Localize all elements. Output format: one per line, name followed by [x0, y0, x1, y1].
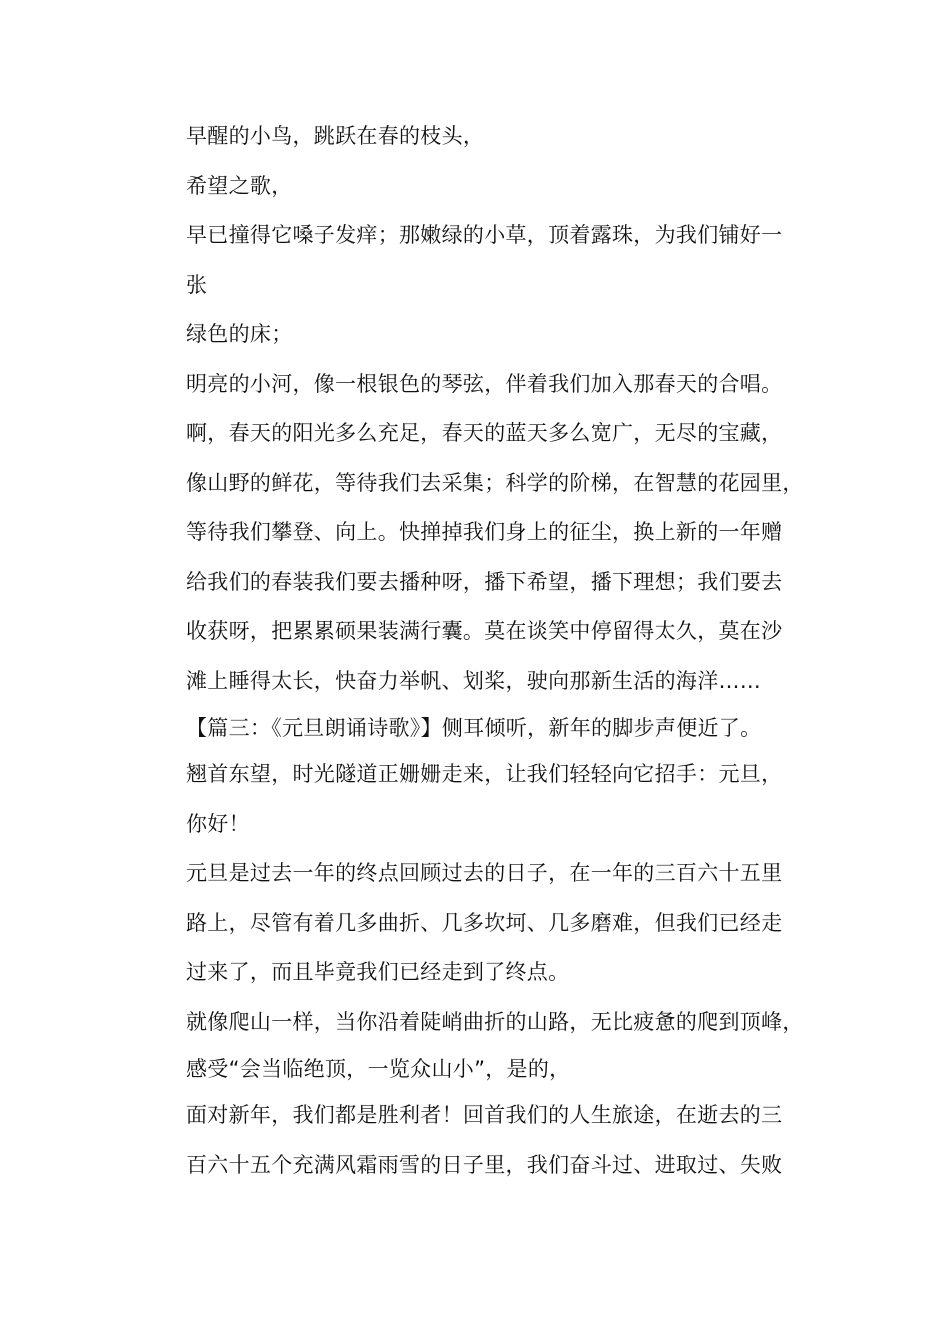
- text-line: 绿色的床；: [186, 322, 293, 346]
- text-line: 张: [186, 272, 208, 297]
- text-line: 就像爬山一样，当你沿着陡峭曲折的山路，无比疲惫的爬到顶峰，: [186, 1009, 804, 1034]
- text-line: 明亮的小河，像一根银色的琴弦，伴着我们加入那春天的合唱。: [186, 371, 783, 396]
- text-line: 给我们的春装我们要去播种呀，播下希望，播下理想；我们要去: [186, 569, 783, 594]
- text-line: 收获呀，把累累硕果装满行囊。莫在谈笑中停留得太久，莫在沙: [186, 619, 783, 643]
- text-line: 元旦是过去一年的终点回顾过去的日子，在一年的三百六十五里: [186, 861, 783, 885]
- text-line: 你好！: [186, 811, 250, 836]
- text-line: 希望之歌，: [186, 173, 293, 198]
- text-line: 翘首东望，时光隧道正姗姗走来，让我们轻轻向它招手：元旦，: [186, 762, 783, 786]
- text-line: 早已撞得它嗓子发痒；那嫩绿的小草，顶着露珠，为我们铺好一: [186, 223, 783, 247]
- text-line: 过来了，而且毕竟我们已经走到了终点。: [186, 960, 570, 984]
- text-line: 百六十五个充满风霜雨雪的日子里，我们奋斗过、进取过、失败: [186, 1152, 783, 1177]
- text-line: 像山野的鲜花，等待我们去采集；科学的阶梯，在智慧的花园里，: [186, 470, 804, 495]
- text-line: 滩上睡得太长，快奋力举帆、划桨，驶向那新生活的海洋……: [186, 668, 762, 693]
- poem-text: [186, 112, 906, 1190]
- text-line: 面对新年，我们都是胜利者！回首我们的人生旅途，在逝去的三: [186, 1103, 783, 1127]
- text-line: 早醒的小鸟，跳跃在春的枝头，: [186, 124, 485, 148]
- text-line: 感受“会当临绝顶，一览众山小”，是的，: [186, 1057, 571, 1081]
- text-line: 【篇三：《元旦朗诵诗歌》】侧耳倾听，新年的脚步声便近了。: [186, 716, 762, 740]
- text-line: 等待我们攀登、向上。快掸掉我们身上的征尘，换上新的一年赠: [186, 520, 783, 544]
- text-line: 路上，尽管有着几多曲折、几多坎坷、几多磨难，但我们已经走: [186, 910, 783, 935]
- text-line: 啊，春天的阳光多么充足，春天的蓝天多么宽广，无尽的宝藏，: [186, 421, 783, 445]
